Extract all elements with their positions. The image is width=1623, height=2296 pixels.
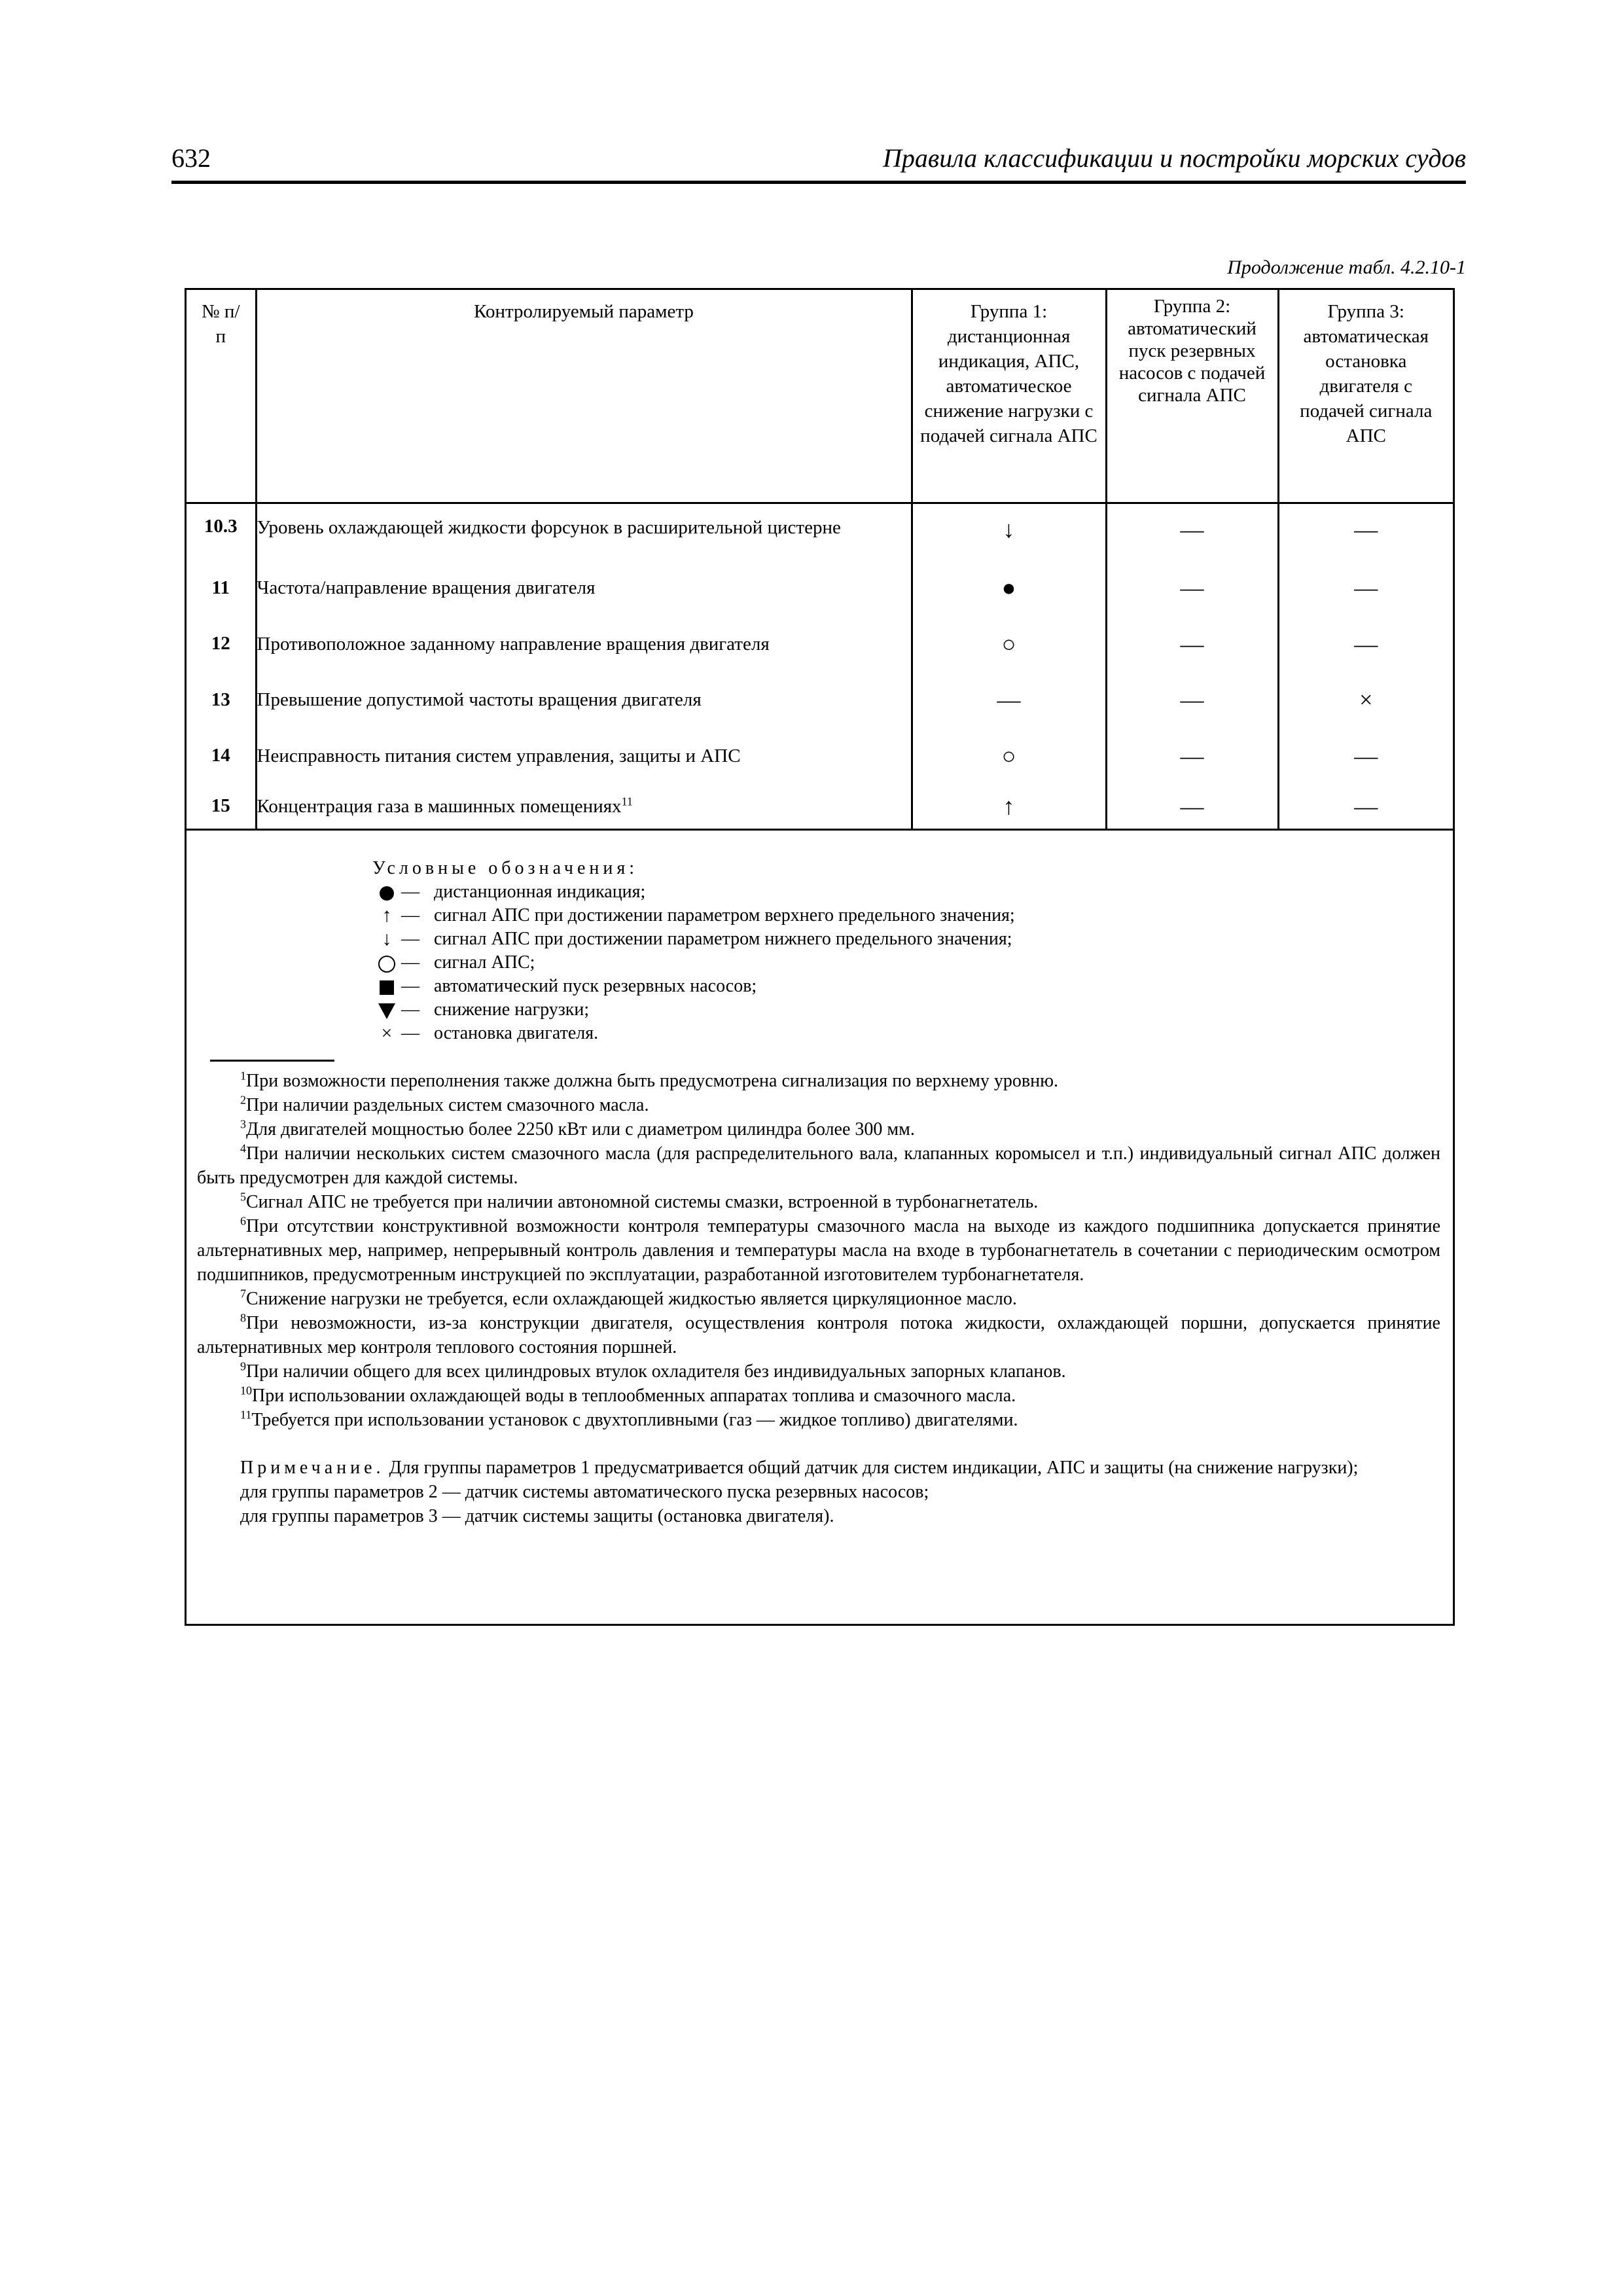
page-header — [171, 141, 1466, 184]
row-g1: — — [912, 672, 1106, 728]
legend-item — [241, 927, 1015, 951]
row-param: Превышение допустимой частоты вращения двигателя — [256, 672, 912, 728]
footnote-number: 1 — [240, 1069, 246, 1083]
filled-square-icon — [372, 975, 401, 998]
page-number: 632 — [171, 143, 211, 173]
footnote-text: Для двигателей мощностью более 2250 кВт или с диаметром цилиндра более 300 мм. — [246, 1119, 915, 1139]
legend-dash: — — [401, 905, 419, 925]
running-title: Правила классификации и постройки морских судов — [882, 143, 1466, 173]
row-g1-open-circle-icon: ○ — [912, 616, 1106, 672]
row-param-text: Концентрация газа в машинных помещениях — [257, 795, 622, 817]
row-g2: — — [1106, 728, 1278, 783]
table-header-row — [187, 290, 1453, 503]
row-g2: — — [1106, 560, 1278, 616]
row-g3-cross-icon: × — [1359, 687, 1373, 713]
row-g2: — — [1106, 783, 1278, 829]
legend-item — [241, 951, 1015, 975]
legend-dash: — — [401, 976, 419, 996]
row-g1-open-circle-icon: ○ — [912, 728, 1106, 783]
legend-dash: — — [401, 1023, 419, 1043]
footnote — [197, 1408, 1440, 1432]
table-row — [187, 503, 1453, 560]
legend-dash: — — [401, 929, 419, 949]
parameters-table — [187, 290, 1453, 831]
note-line: для группы параметров 2 — датчик системы автоматического пуска резервных насосов; — [240, 1482, 929, 1502]
footnote-number: 10 — [240, 1384, 252, 1397]
footnote-number: 8 — [240, 1311, 246, 1325]
footnote-number: 6 — [240, 1214, 246, 1228]
legend-text: сигнал АПС при достижении параметром верхнего предельного значения; — [434, 905, 1015, 925]
row-num: 14 — [187, 728, 256, 783]
row-param-footnote-ref: 11 — [621, 795, 633, 808]
row-num: 10.3 — [187, 503, 256, 560]
legend-item — [241, 1022, 1015, 1045]
filled-circle-icon — [372, 880, 401, 904]
footnote-text: При наличии общего для всех цилиндровых втулок охладителя без индивидуальных запорных клапанов. — [246, 1361, 1066, 1382]
footnote — [197, 1141, 1440, 1190]
legend-dash: — — [401, 952, 419, 973]
footnote-number: 3 — [240, 1117, 246, 1131]
legend-text: сигнал АПС; — [434, 952, 535, 973]
footnote-number: 4 — [240, 1141, 246, 1155]
legend-dash: — — [401, 999, 419, 1020]
row-g2: — — [1106, 672, 1278, 728]
footnote-text: При невозможности, из-за конструкции двигателя, осуществления контроля потока жидкости, охлаждающей поршни, допускается принятие альтернативных мер контроля теплового состояния поршней. — [197, 1313, 1440, 1357]
legend-text: дистанционная индикация; — [434, 882, 646, 902]
table-row — [187, 783, 1453, 829]
footnote-number: 2 — [240, 1093, 246, 1107]
row-num: 15 — [187, 783, 256, 829]
note — [197, 1456, 1440, 1480]
table-row — [187, 616, 1453, 672]
footnotes — [197, 1069, 1440, 1528]
row-g1-filled-circle-icon: ● — [912, 560, 1106, 616]
legend-text: автоматический пуск резервных насосов; — [434, 976, 757, 996]
footnote — [197, 1384, 1440, 1408]
legend-dash: — — [401, 882, 419, 902]
row-g3: — — [1354, 516, 1378, 543]
row-g2: — — [1106, 616, 1278, 672]
footnote-text: При наличии раздельных систем смазочного масла. — [246, 1095, 649, 1115]
col-header-group2: Группа 2: автоматический пуск резервных насосов с подачей сигнала АПС — [1106, 290, 1278, 503]
table-row — [187, 672, 1453, 728]
row-g3: — — [1354, 742, 1378, 769]
footnote — [197, 1214, 1440, 1287]
row-param: Неисправность питания систем управления, защиты и АПС — [256, 728, 912, 783]
table-row — [187, 728, 1453, 783]
row-num: 11 — [187, 560, 256, 616]
footnote-number: 5 — [240, 1190, 246, 1204]
table-frame — [185, 288, 1455, 1626]
footnote-text: При использовании охлаждающей воды в теплообменных аппаратах топлива и смазочного масла. — [252, 1386, 1016, 1406]
footnote-number: 9 — [240, 1359, 246, 1373]
row-param: Противоположное заданному направление вращения двигателя — [256, 616, 912, 672]
footnote — [197, 1069, 1440, 1093]
note-line: для группы параметров 3 — датчик системы защиты (остановка двигателя). — [240, 1506, 834, 1526]
row-g1-arrow-up-icon: ↑ — [912, 783, 1106, 829]
footnote-text: При наличии нескольких систем смазочного масла (для распределительного вала, клапанных коромысел и т.п.) индивидуальный сигнал АПС должен быть предусмотрен для каждой системы. — [197, 1143, 1440, 1188]
filled-triangle-down-icon — [372, 998, 401, 1022]
col-header-group3: Группа 3: автоматическая остановка двигателя с подачей сигнала АПС — [1278, 290, 1453, 503]
row-num: 12 — [187, 616, 256, 672]
row-param: Уровень охлаждающей жидкости форсунок в расширительной цистерне — [256, 503, 912, 560]
legend-item — [241, 904, 1015, 927]
legend-text: снижение нагрузки; — [434, 999, 590, 1020]
row-g3: — — [1278, 783, 1453, 829]
note-text: Для группы параметров 1 предусматривается общий датчик для систем индикации, АПС и защиты (на снижение нагрузки); — [389, 1458, 1359, 1478]
arrow-down-icon: ↓ — [382, 928, 392, 950]
arrow-up-icon: ↑ — [382, 905, 392, 926]
footnote-text: Сигнал АПС не требуется при наличии автономной системы смазки, встроенной в турбонагнетатель. — [246, 1192, 1039, 1212]
legend-item — [241, 975, 1015, 998]
col-header-param: Контролируемый параметр — [256, 290, 912, 503]
legend-title: Условные обозначения: — [372, 858, 639, 878]
row-g3: — — [1354, 575, 1378, 601]
footnote-text: Снижение нагрузки не требуется, если охлаждающей жидкостью является циркуляционное масло. — [246, 1289, 1017, 1309]
open-circle-icon — [372, 951, 401, 975]
row-param: Частота/направление вращения двигателя — [256, 560, 912, 616]
footnote — [197, 1093, 1440, 1117]
footnote — [197, 1311, 1440, 1359]
footnote — [197, 1287, 1440, 1311]
row-g3: — — [1354, 630, 1378, 657]
footnote-text: При возможности переполнения также должна быть предусмотрена сигнализация по верхнему уровню. — [246, 1071, 1059, 1091]
col-header-group1: Группа 1: дистанционная индикация, АПС, автоматическое снижение нагрузки с подачей сигнала АПС — [912, 290, 1106, 503]
note-label: Примечание. — [240, 1458, 385, 1478]
footnote — [197, 1117, 1440, 1141]
table-caption: Продолжение табл. 4.2.10-1 — [1227, 257, 1466, 278]
row-param — [256, 783, 912, 829]
row-g1-arrow-down-icon: ↓ — [912, 503, 1106, 560]
footnote — [197, 1190, 1440, 1214]
row-num: 13 — [187, 672, 256, 728]
cross-icon: × — [381, 1022, 393, 1044]
footnote-number: 7 — [240, 1287, 246, 1300]
legend-text: остановка двигателя. — [434, 1023, 599, 1043]
footnote — [197, 1359, 1440, 1384]
col-header-num: № п/п — [187, 290, 256, 503]
legend-item — [241, 998, 1015, 1022]
footnote-text: При отсутствии конструктивной возможности контроля температуры смазочного масла на выходе из каждого подшипника допускается принятие альтернативных мер, например, непрерывный контроль давления и температуры масла на входе в турбонагнетатель в сочетании с периодическим осмотром подшипников, предусмотренным инструкцией по эксплуатации, разработанной изготовителем турбонагнетателя. — [197, 1216, 1440, 1285]
legend-text: сигнал АПС при достижении параметром нижнего предельного значения; — [434, 929, 1012, 949]
footnote-text: Требуется при использовании установок с двухтопливными (газ — жидкое топливо) двигателями. — [251, 1410, 1018, 1430]
legend — [241, 857, 1015, 1045]
footnote-divider — [210, 1060, 334, 1062]
footnote-number: 11 — [240, 1408, 252, 1422]
table-row — [187, 560, 1453, 616]
legend-item — [241, 880, 1015, 904]
row-g2: — — [1106, 503, 1278, 560]
